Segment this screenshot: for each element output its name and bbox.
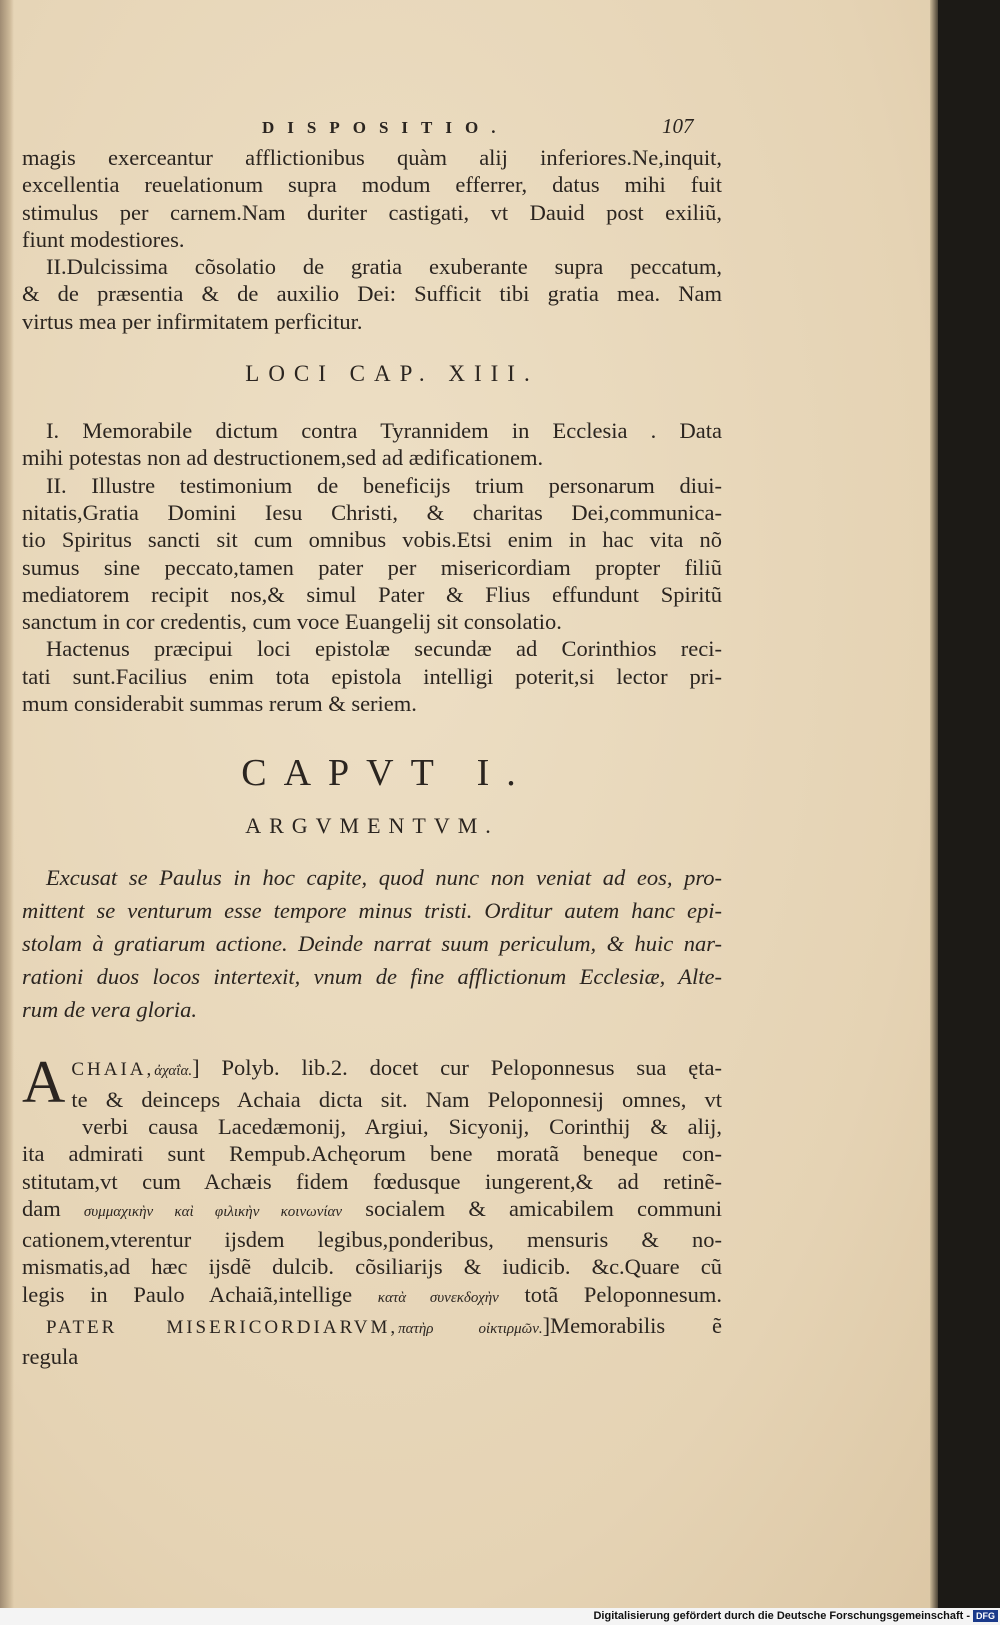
- text-line: stimulus per carnem.Nam duriter castigati, vt Dauid post exiliũ,: [22, 199, 722, 225]
- greek-term: πατὴρ οἰκτιρμῶν.: [398, 1321, 543, 1338]
- argument-line: stolam à gratiarum actione. Deinde narrat suum periculum, & huic nar-: [22, 931, 722, 957]
- text-line: mediatorem recipit nos,& simul Pater & Flius effundunt Spiritũ: [22, 581, 722, 607]
- greek-term: συμμαχικὴν καὶ φιλικὴν κοινωνίαν: [83, 1203, 343, 1220]
- paragraph-4: [22, 472, 722, 636]
- page-header: [22, 112, 722, 144]
- commentary-achaia: [22, 1049, 723, 1370]
- heading-loci: LOCI CAP. XIII.: [245, 361, 539, 387]
- text-line: II.Dulcissima cõsolatio de gratia exuberante supra peccatum,: [46, 254, 722, 280]
- running-head: DISPOSITIO.: [262, 118, 509, 137]
- text-line: II. Illustre testimonium de beneficijs trium personarum diui-: [46, 472, 722, 498]
- paragraph-5: [22, 635, 722, 717]
- lemma: PATER MISERICORDIARVM,: [46, 1317, 399, 1339]
- lemma: CHAIA,: [71, 1059, 155, 1081]
- paragraph-2: [22, 253, 722, 335]
- text-line: [22, 1195, 722, 1226]
- text-line: tati sunt.Facilius enim tota epistola intelligi poterit,si lector pri-: [22, 663, 722, 689]
- text-line: verbi causa Lacedæmonij, Argiui, Sicyonij, Corinthij & alij,: [82, 1113, 722, 1139]
- text-span: socialem & amicabilem communi: [365, 1195, 723, 1221]
- heading-caput: CAPVT I.: [241, 752, 533, 795]
- text-line: sanctum in cor credentis, cum voce Euangelij sit consolatio.: [22, 609, 562, 635]
- text-line: tio Spiritus sancti sit cum omnibus vobis.Etsi enim in hac vita nõ: [22, 527, 722, 553]
- text-line: ita admirati sunt Rempub.Achęorum bene moratã beneque con-: [22, 1141, 722, 1167]
- digitization-footer: [0, 1608, 1000, 1625]
- page-text: [22, 112, 722, 1370]
- paragraph-1: [22, 144, 722, 253]
- text-line: excellentia reuelationum supra modum efferrer, datus mihi fuit: [22, 172, 722, 198]
- text-span: ] Polyb. lib.2. docet cur Peloponnesus sua ęta-: [192, 1055, 722, 1081]
- text-line: virtus mea per infirmitatem perficitur.: [22, 308, 363, 334]
- text-line: stitutam,vt cum Achæis fidem fœdusque iungerent,& ad retinẽ-: [22, 1168, 722, 1194]
- text-span: legis in Paulo Achaiã,intellige: [22, 1281, 353, 1307]
- text-line: [22, 1281, 722, 1312]
- text-span: totã Peloponnesum.: [524, 1281, 722, 1307]
- text-line: & de præsentia & de auxilio Dei: Sufficit tibi gratia mea. Nam: [22, 281, 722, 307]
- text-line: fiunt modestiores.: [22, 226, 185, 252]
- page-number: 107: [662, 114, 694, 138]
- page-gutter: [0, 0, 14, 1618]
- greek-term: κατὰ συνεκδοχὴν: [377, 1289, 499, 1306]
- argument-line: mittent se venturum esse tempore minus tristi. Orditur autem hanc epi-: [22, 898, 722, 924]
- text-line: te & deinceps Achaia dicta sit. Nam Peloponnesij omnes, vt: [71, 1086, 722, 1112]
- drop-cap: A: [22, 1049, 66, 1116]
- text-line: nitatis,Gratia Domini Iesu Christi, & charitas Dei,communica-: [22, 499, 722, 525]
- footer-text: Digitalisierung gefördert durch die Deutsche Forschungsgemeinschaft -: [593, 1610, 970, 1622]
- catchword: regula: [22, 1344, 79, 1370]
- scan-border: [938, 0, 1000, 1608]
- text-line: mihi potestas non ad destructionem,sed ad ædificationem.: [22, 445, 544, 471]
- text-span: ]Memorabilis ẽ: [542, 1313, 722, 1339]
- heading-argumentum: ARGVMENTVM.: [245, 813, 499, 839]
- dfg-logo: DFG: [973, 1610, 998, 1622]
- argument-block: [22, 861, 722, 1026]
- text-line: [22, 1054, 722, 1085]
- paragraph-3: [22, 417, 722, 472]
- text-line: sumus sine peccato,tamen pater per misericordiam propter filiũ: [22, 554, 722, 580]
- text-line: [22, 1312, 722, 1343]
- text-line: mismatis,ad hæc ijsdẽ dulcib. cõsiliarijs & iudicib. &c.Quare cũ: [22, 1254, 722, 1280]
- greek-term: ἀχαΐα.: [154, 1063, 193, 1080]
- text-line: I. Memorabile dictum contra Tyrannidem in Ecclesia . Data: [46, 418, 722, 444]
- text-line: cationem,vterentur ijsdem legibus,ponderibus, mensuris & no-: [22, 1227, 722, 1253]
- text-line: magis exerceantur afflictionibus quàm alij inferiores.Ne,inquit,: [22, 145, 722, 170]
- argument-line: rum de vera gloria.: [22, 997, 197, 1023]
- text-line: mum considerabit summas rerum & seriem.: [22, 691, 417, 717]
- argument-line: Excusat se Paulus in hoc capite, quod nunc non veniat ad eos, pro-: [46, 865, 722, 891]
- text-line: Hactenus præcipui loci epistolæ secundæ ad Corinthios reci-: [46, 636, 722, 662]
- argument-line: rationi duos locos intertexit, vnum de fine afflictionum Ecclesiæ, Alte-: [22, 964, 722, 990]
- text-span: dam: [22, 1195, 61, 1221]
